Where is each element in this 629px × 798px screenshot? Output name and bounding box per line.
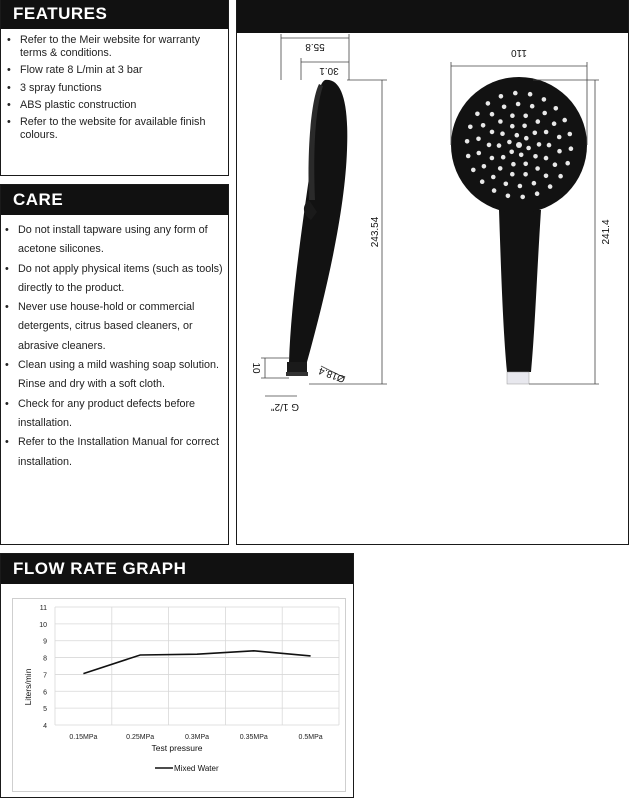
spray-nozzle xyxy=(481,123,486,128)
features-panel xyxy=(0,0,229,176)
care-item: • Never use house-hold or commercial detergents, citrus based cleaners, or abrasive cleaners. xyxy=(1,298,223,356)
dimension-drawing xyxy=(237,0,629,545)
spray-nozzle xyxy=(510,124,515,129)
y-tick-label: 5 xyxy=(43,706,47,714)
y-tick-label: 6 xyxy=(43,689,47,697)
feature-item: • 3 spray functions xyxy=(3,82,225,95)
spray-nozzle xyxy=(558,174,563,179)
spray-nozzle xyxy=(513,91,518,96)
feature-item: • ABS plastic construction xyxy=(3,99,225,112)
spray-nozzle xyxy=(492,188,497,193)
x-tick-label: 0.25MPa xyxy=(126,734,155,741)
legend-label: Mixed Water xyxy=(174,764,219,773)
spray-nozzle xyxy=(490,130,495,135)
x-axis-title: Test pressure xyxy=(151,743,203,753)
spray-nozzle xyxy=(518,184,523,189)
spray-nozzle xyxy=(466,154,471,159)
spray-nozzle xyxy=(535,191,540,196)
spray-nozzle xyxy=(498,119,503,124)
spray-nozzle xyxy=(519,153,524,158)
spray-nozzle xyxy=(523,162,528,167)
spray-nozzle xyxy=(524,136,529,141)
spray-nozzle xyxy=(544,130,549,135)
spray-nozzle xyxy=(533,131,538,136)
flow-rate-panel xyxy=(0,553,354,798)
dim-top-width: 55.8 xyxy=(305,41,325,52)
spray-nozzle xyxy=(526,146,531,151)
spray-nozzle xyxy=(552,121,557,126)
spray-nozzle xyxy=(510,172,515,177)
spray-nozzle xyxy=(553,162,558,167)
dim-face-height: 241.4 xyxy=(601,219,612,245)
spray-nozzle xyxy=(471,168,476,173)
spray-nozzle xyxy=(522,124,527,129)
y-axis-title: Liters/min xyxy=(23,668,33,706)
spray-nozzle xyxy=(547,143,552,148)
spray-nozzle xyxy=(530,104,535,109)
spray-nozzle xyxy=(557,135,562,140)
spray-nozzle xyxy=(507,140,512,145)
spray-nozzle xyxy=(544,156,549,161)
spray-nozzle xyxy=(509,150,514,155)
spray-nozzle xyxy=(490,112,495,117)
feature-item: • Flow rate 8 L/min at 3 bar xyxy=(3,64,225,77)
spray-nozzle xyxy=(557,149,562,154)
spray-nozzle xyxy=(477,151,482,156)
care-item: • Do not install tapware using any form of acetone silicones. xyxy=(1,221,223,260)
front-view-handset xyxy=(451,77,587,384)
x-tick-label: 0.3MPa xyxy=(184,734,210,741)
spray-nozzle xyxy=(523,114,528,119)
spray-nozzle xyxy=(515,133,520,138)
chart-legend xyxy=(155,764,219,773)
features-heading: FEATURES xyxy=(1,0,228,29)
spray-nozzle xyxy=(562,118,567,123)
y-tick-label: 10 xyxy=(39,621,47,629)
care-item: • Check for any product defects before installation. xyxy=(1,395,223,434)
spray-nozzle xyxy=(500,131,505,136)
spray-nozzle xyxy=(476,137,481,142)
care-panel xyxy=(0,184,229,545)
spray-nozzle xyxy=(569,146,574,151)
spray-nozzle xyxy=(565,161,570,166)
spray-nozzle xyxy=(542,97,547,102)
dim-connector-length: 10 xyxy=(250,362,261,374)
dim-head-depth: 30.1 xyxy=(319,65,339,76)
spray-nozzle xyxy=(523,172,528,177)
series-line-mixed-water xyxy=(83,651,310,674)
care-heading: CARE xyxy=(1,185,228,215)
y-tick-label: 4 xyxy=(43,723,47,730)
spray-nozzle xyxy=(490,156,495,161)
spray-nozzle xyxy=(537,142,542,147)
spray-nozzle xyxy=(548,184,553,189)
features-list xyxy=(3,34,225,146)
flow-rate-chart-svg xyxy=(13,599,347,793)
spray-nozzle xyxy=(475,112,480,117)
feature-item: • Refer to the website for available finish colours. xyxy=(3,116,225,142)
spray-nozzle xyxy=(516,142,522,148)
spray-nozzle xyxy=(568,132,573,137)
feature-item: • Refer to the Meir website for warranty terms & conditions. xyxy=(3,34,225,60)
spray-nozzle xyxy=(544,174,549,179)
y-tick-label: 9 xyxy=(43,638,47,646)
x-tick-label: 0.35MPa xyxy=(239,734,268,741)
y-tick-label: 7 xyxy=(43,672,47,680)
spray-nozzle xyxy=(497,143,502,148)
flow-rate-heading: FLOW RATE GRAPH xyxy=(1,554,353,584)
x-tick-label: 0.15MPa xyxy=(69,734,98,741)
spray-nozzle xyxy=(520,195,525,200)
care-item: • Refer to the Installation Manual for correct installation. xyxy=(1,433,223,472)
y-tick-label: 11 xyxy=(39,605,47,612)
spray-nozzle xyxy=(532,181,537,186)
spray-nozzle xyxy=(499,94,504,99)
x-tick-label: 0.5MPa xyxy=(298,734,323,741)
spray-nozzle xyxy=(486,101,491,106)
spray-nozzle xyxy=(487,143,492,148)
spray-nozzle xyxy=(542,111,547,116)
spray-nozzle xyxy=(535,166,540,171)
dim-thread: G 1/2" xyxy=(270,401,300,412)
side-view-handset xyxy=(286,80,347,376)
spray-nozzle xyxy=(533,154,538,159)
care-item: • Do not apply physical items (such as tools) directly to the product. xyxy=(1,260,223,299)
spray-nozzle xyxy=(480,179,485,184)
care-list xyxy=(1,221,223,472)
spray-nozzle xyxy=(510,113,515,118)
spray-nozzle xyxy=(482,164,487,169)
spray-nozzle xyxy=(465,139,470,144)
spray-nozzle xyxy=(502,105,507,110)
dim-side-height: 243.54 xyxy=(370,216,381,248)
spray-nozzle xyxy=(498,166,503,171)
spray-nozzle xyxy=(511,162,516,167)
spray-nozzle xyxy=(506,194,511,199)
dim-face-width: 110 xyxy=(511,47,527,58)
spray-nozzle xyxy=(468,125,473,130)
spray-nozzle xyxy=(501,155,506,160)
spray-nozzle xyxy=(516,102,521,107)
spray-nozzle xyxy=(554,106,559,111)
y-tick-label: 8 xyxy=(43,655,47,663)
flow-rate-chart xyxy=(12,598,346,792)
spray-nozzle xyxy=(536,119,541,124)
dimension-diagram-panel xyxy=(236,0,629,545)
spray-nozzle xyxy=(491,175,496,180)
care-item: • Clean using a mild washing soap solution. Rinse and dry with a soft cloth. xyxy=(1,356,223,395)
spray-nozzle xyxy=(528,92,533,97)
spray-nozzle xyxy=(504,182,509,187)
dim-connector-diameter: Ø18.4 xyxy=(317,364,347,385)
